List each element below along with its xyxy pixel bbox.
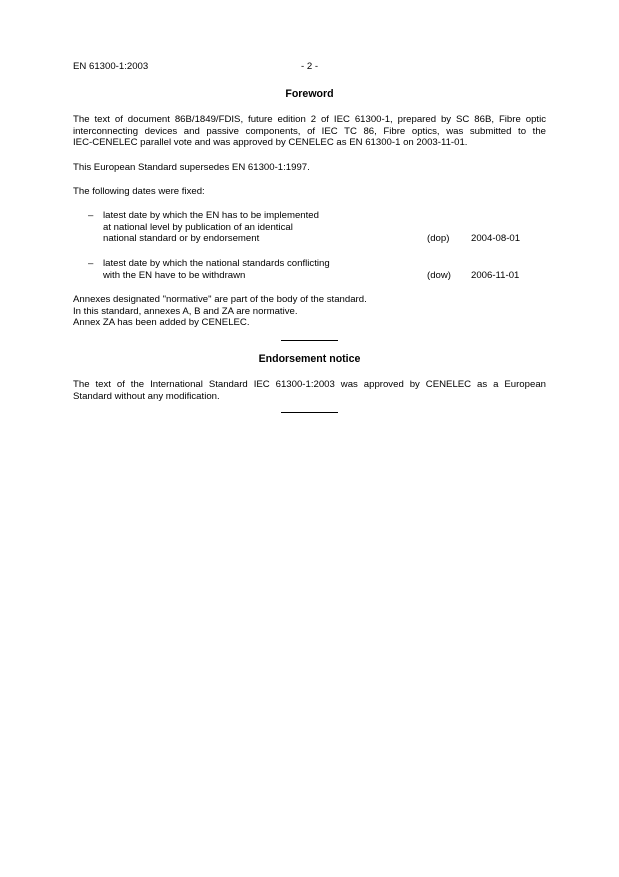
- supersedes-paragraph: This European Standard supersedes EN 61300-1:1997.: [73, 162, 310, 173]
- page-number: - 2 -: [300, 61, 319, 72]
- section-separator: [281, 412, 338, 413]
- date-description-line: with the EN have to be withdrawn: [103, 269, 246, 281]
- endorsement-title: Endorsement notice: [258, 353, 361, 365]
- date-description: [103, 210, 403, 245]
- date-description-line: national standard or by endorsement: [103, 233, 260, 244]
- foreword-intro-paragraph: [73, 114, 546, 149]
- endorsement-line: The text of the International Standard IEC 61300-1:2003 was approved by CENELEC as a European: [73, 379, 546, 390]
- date-description-line: at national level by publication of an identical: [103, 221, 293, 233]
- list-dash: –: [88, 210, 94, 221]
- foreword-title: Foreword: [285, 88, 334, 100]
- date-value: 2004-08-01: [471, 232, 521, 244]
- annex-line: Annex ZA has been added by CENELEC.: [73, 317, 250, 328]
- dates-intro-paragraph: The following dates were fixed:: [73, 186, 205, 197]
- date-abbreviation: (dow): [427, 269, 451, 281]
- section-separator: [281, 340, 338, 341]
- annex-paragraph: [73, 294, 546, 329]
- date-description-line: latest date by which the national standards conflicting: [103, 258, 330, 269]
- foreword-intro-line: IEC-CENELEC parallel vote and was approved by CENELEC as EN 61300-1 on 2003-11-01.: [73, 137, 468, 148]
- document-number: EN 61300-1:2003: [73, 61, 149, 72]
- annex-line: In this standard, annexes A, B and ZA are normative.: [73, 305, 298, 317]
- date-item-dow: [88, 258, 548, 281]
- date-description-line: latest date by which the EN has to be implemented: [103, 210, 319, 221]
- foreword-intro-line: The text of document 86B/1849/FDIS, future edition 2 of IEC 61300-1, prepared by SC 86B, Fibre optic: [73, 114, 546, 125]
- date-item-dop: [88, 210, 548, 244]
- date-abbreviation: (dop): [427, 232, 450, 244]
- foreword-intro-line: interconnecting devices and passive components, of IEC TC 86, Fibre optics, was submitted to the: [73, 125, 546, 137]
- date-value: 2006-11-01: [471, 269, 520, 281]
- endorsement-line: Standard without any modification.: [73, 390, 220, 402]
- date-description: [103, 258, 403, 281]
- list-dash: –: [88, 258, 94, 269]
- endorsement-paragraph: [73, 379, 546, 402]
- annex-line: Annexes designated "normative" are part of the body of the standard.: [73, 294, 367, 305]
